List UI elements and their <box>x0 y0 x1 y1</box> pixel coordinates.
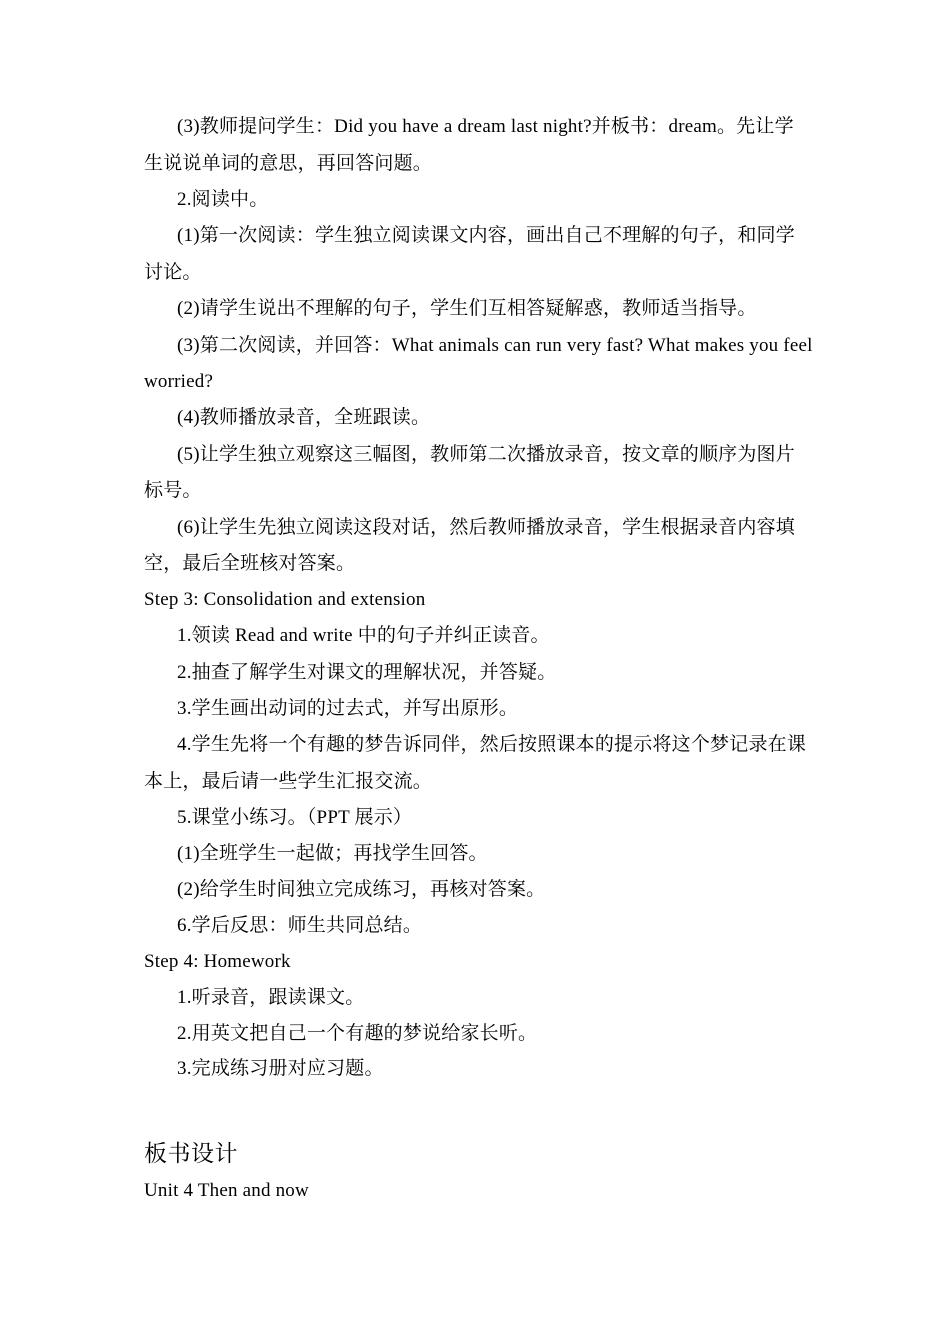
text-line: 5.课堂小练习。（PPT 展示） <box>177 807 413 828</box>
text-line: (6)让学生先独立阅读这段对话，然后教师播放录音，学生根据录音内容填 <box>177 517 795 538</box>
text-line: 2.用英文把自己一个有趣的梦说给家长听。 <box>177 1023 538 1044</box>
text-line: 3.学生画出动词的过去式，并写出原形。 <box>177 698 519 719</box>
text-line: 6.学后反思：师生共同总结。 <box>177 915 423 936</box>
text-line: 1.听录音，跟读课文。 <box>177 987 365 1008</box>
text-line: 4.学生先将一个有趣的梦告诉同伴，然后按照课本的提示将这个梦记录在课 <box>177 734 807 755</box>
text-line: 讨论。 <box>144 262 202 283</box>
text-line: 生说说单词的意思，再回答问题。 <box>144 153 433 174</box>
text-line: 2.阅读中。 <box>177 189 269 210</box>
text-line: 标号。 <box>144 480 202 501</box>
text-line: (2)请学生说出不理解的句子，学生们互相答疑解惑，教师适当指导。 <box>177 298 757 319</box>
text-line: 1.领读 Read and write 中的句子并纠正读音。 <box>177 625 550 646</box>
text-line: (1)全班学生一起做；再找学生回答。 <box>177 843 488 864</box>
text-line: (5)让学生独立观察这三幅图，教师第二次播放录音，按文章的顺序为图片 <box>177 444 795 465</box>
section-title: 板书设计 <box>144 1141 238 1166</box>
text-line: 本上，最后请一些学生汇报交流。 <box>144 771 433 792</box>
step-heading: Step 3: Consolidation and extension <box>144 589 426 610</box>
text-line: worried? <box>144 371 214 392</box>
text-line: (1)第一次阅读：学生独立阅读课文内容，画出自己不理解的句子，和同学 <box>177 225 795 246</box>
board-line: Unit 4 Then and now <box>144 1180 309 1201</box>
text-line: (2)给学生时间独立完成练习，再核对答案。 <box>177 879 546 900</box>
step-heading: Step 4: Homework <box>144 951 291 972</box>
text-line: (3)教师提问学生：Did you have a dream last night?并板书：dream。先让学 <box>177 116 794 137</box>
text-line: 空，最后全班核对答案。 <box>144 553 356 574</box>
text-line: 3.完成练习册对应习题。 <box>177 1058 384 1079</box>
text-line: (4)教师播放录音，全班跟读。 <box>177 407 431 428</box>
text-line: 2.抽查了解学生对课文的理解状况，并答疑。 <box>177 662 557 683</box>
text-line: (3)第二次阅读，并回答：What animals can run very fast? What makes you feel <box>177 335 813 356</box>
